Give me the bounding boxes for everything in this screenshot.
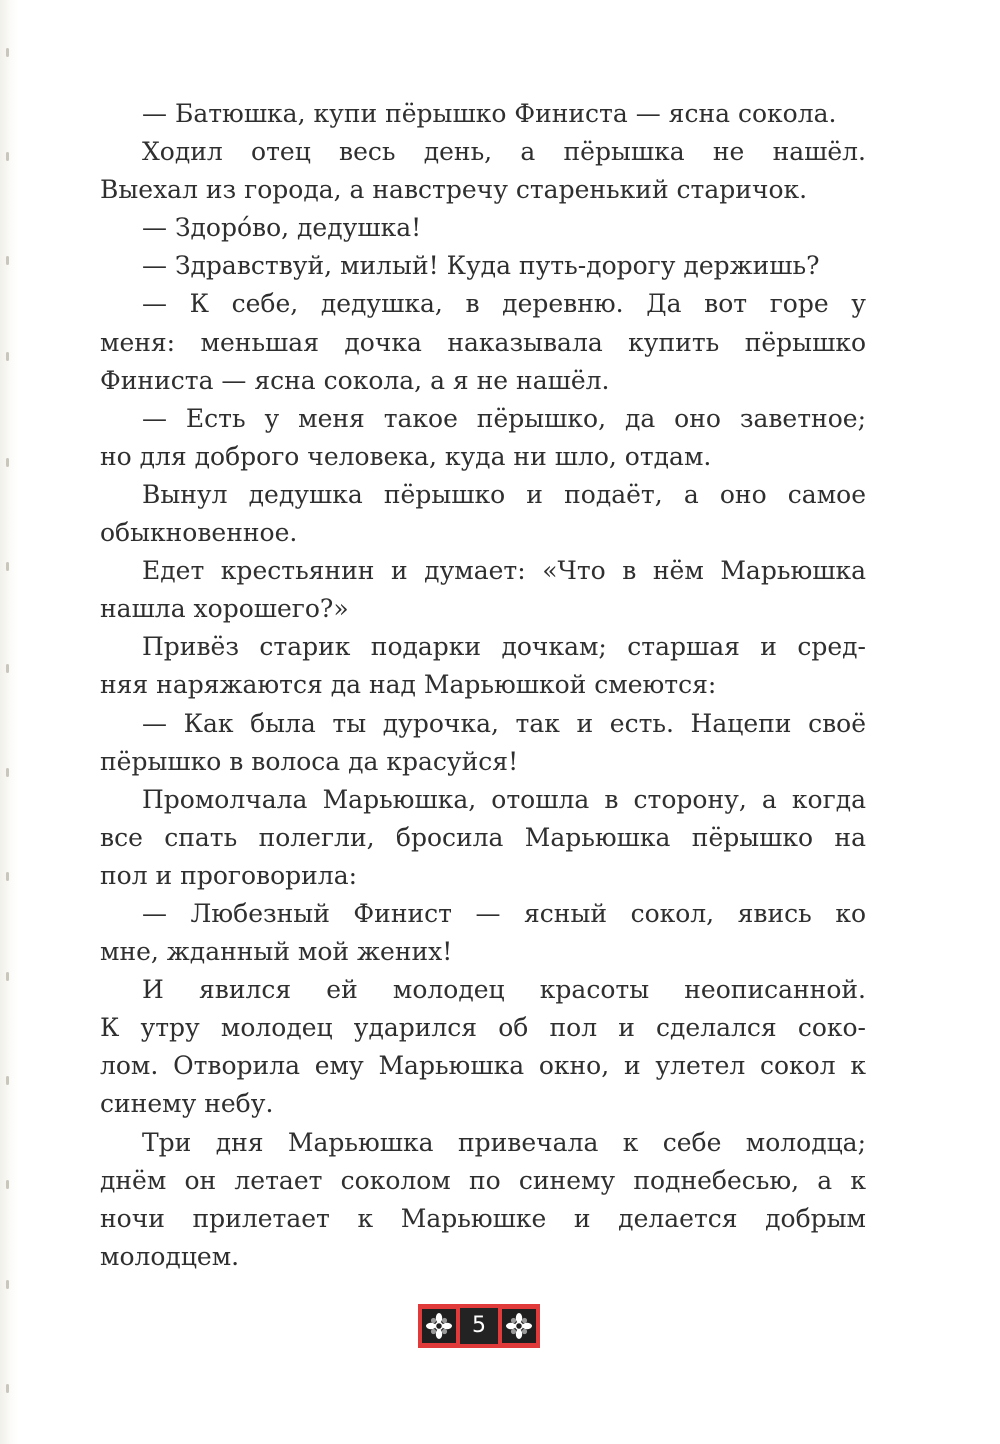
text-line: — Здравствуй, милый! Куда путь-дорогу держишь? — [142, 251, 820, 281]
text-line: Три дня Марьюшка привечала к себе молодца; — [142, 1127, 866, 1157]
text-line: Промолчала Марьюшка, отошла в сторону, а когда — [142, 784, 866, 814]
binding-mark — [6, 768, 9, 777]
text-line: меня: меньшая дочка наказывала купить пёрышко — [100, 327, 866, 357]
text-line: ночи прилетает к Марьюшке и делается добрым — [100, 1203, 866, 1233]
text-line: И явился ей молодец красоты неописанной. — [142, 975, 866, 1005]
text-line: мне, жданный мой жених! — [100, 937, 453, 967]
text-line: днём он летает соколом по синему поднебесью, а к — [100, 1165, 866, 1195]
text-line: — Любезный Финист — ясный сокол, явись ко — [142, 898, 866, 928]
binding-mark — [6, 872, 9, 881]
text-line: — Здоро́во, дедушка! — [142, 213, 422, 243]
binding-mark — [6, 1280, 9, 1289]
text-line: но для доброго человека, куда ни шло, отдам. — [100, 441, 712, 471]
binding-mark — [6, 458, 9, 467]
text-line: молодцем. — [100, 1241, 240, 1271]
binding-mark — [6, 256, 9, 265]
binding-mark — [6, 352, 9, 361]
text-line: Вынул дедушка пёрышко и подаёт, а оно самое — [142, 479, 866, 509]
text-line: — Есть у меня такое пёрышко, да оно заветное; — [142, 403, 866, 433]
page-number: 5 — [460, 1308, 498, 1344]
page-number-plate — [418, 1304, 540, 1348]
text-line: Едет крестьянин и думает: «Что в нём Марьюшка — [142, 556, 866, 586]
text-line: лом. Отворила ему Марьюшка окно, и улетел сокол к — [100, 1051, 866, 1081]
binding-mark — [6, 562, 9, 571]
flower-ornament-icon — [422, 1309, 456, 1343]
text-line: — К себе, дедушка, в деревню. Да вот горе у — [142, 289, 866, 319]
text-line: нашла хорошего?» — [100, 594, 349, 624]
text-line: Финиста — ясна сокола, а я не нашёл. — [100, 365, 610, 395]
text-line: Ходил отец весь день, а пёрышка не нашёл. — [142, 137, 866, 167]
binding-mark — [6, 664, 9, 673]
flower-ornament-icon — [502, 1309, 536, 1343]
text-line: обыкновенное. — [100, 518, 298, 548]
binding-mark — [6, 152, 9, 161]
text-line: синему небу. — [100, 1089, 274, 1119]
text-line: пёрышко в волоса да красуйся! — [100, 746, 519, 776]
page-binding-edge — [0, 0, 18, 1444]
text-line: — Как была ты дурочка, так и есть. Нацепи своё — [142, 708, 866, 738]
text-line: няя наряжаются да над Марьюшкой смеются: — [100, 670, 717, 700]
text-line: Выехал из города, а навстречу старенький старичок. — [100, 175, 808, 205]
text-line: Привёз старик подарки дочкам; старшая и сред- — [142, 632, 866, 662]
text-line: К утру молодец ударился об пол и сделался соко- — [100, 1013, 866, 1043]
binding-mark — [6, 1180, 9, 1189]
text-line: — Батюшка, купи пёрышко Финиста — ясна сокола. — [142, 99, 837, 128]
binding-mark — [6, 48, 9, 57]
binding-mark — [6, 1384, 9, 1393]
text-line: пол и проговорила: — [100, 860, 358, 890]
story-text — [100, 95, 866, 1276]
binding-mark — [6, 972, 9, 981]
text-line: все спать полегли, бросила Марьюшка пёрышко на — [100, 822, 866, 852]
binding-mark — [6, 1076, 9, 1085]
